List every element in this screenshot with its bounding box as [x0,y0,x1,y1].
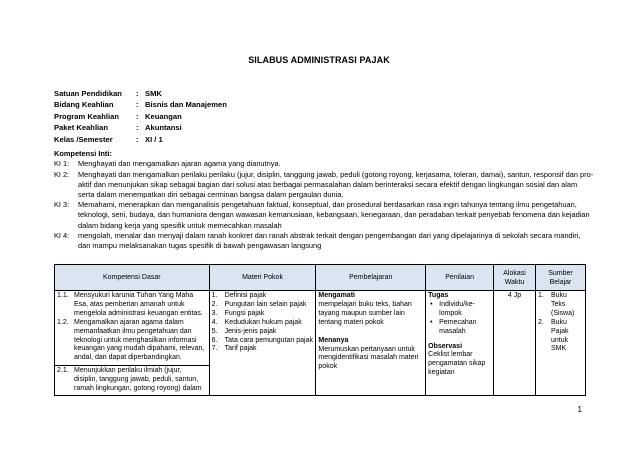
materi-pokok-cell [209,291,316,396]
materi-item [212,310,314,319]
header-pembelajaran: Pembelajaran [316,265,426,291]
materi-text: Pungutan lain selain pajak [224,300,307,308]
materi-text: Kedudukan hukum pajak [224,318,302,326]
mengamati-title: Mengamati [318,292,355,299]
kd-text: Mengamalkan ajaran agama dalam memanfaatkan ilmu pengetahuan dan teknologi untuk menghasilkan informasi keuangan yang mudah dipahami, relevan, andal, dan dapat diperbandingkan. [74,318,205,362]
info-label: Satuan Pendidikan [54,89,122,98]
kompetensi-dasar-cell [55,291,210,396]
info-separator: : [136,100,139,110]
info-label: Paket Keahlian [54,123,109,133]
materi-number: 1. [211,292,218,299]
materi-number: 7. [211,345,218,353]
materi-number: 5. [211,327,218,335]
kd-item [57,292,207,319]
materi-text: Tarif pajak [224,345,257,353]
ki-item [54,159,594,169]
table-header-row [55,265,586,291]
document-title: SILABUS ADMINISTRASI PAJAK [248,55,390,65]
kd-text: Mensyukuri karunia Tuhan Yang Maha Esa, atas pemberian amanah untuk mengelola administrasi keuangan entitas. [74,292,203,317]
info-value: Bisnis dan Manajemen [145,100,227,110]
kd-list [57,292,207,363]
header-alokasi-waktu: Alokasi Waktu [494,265,536,291]
materi-item [212,319,314,328]
alokasi-waktu-cell: 4 Jp [494,291,536,396]
materi-number: 3. [211,309,218,317]
mengamati-text: mempelajari buku teks, bahan tayang maupun sumber lain tentang materi pokok [318,300,412,326]
materi-number: 6. [211,336,218,344]
ki-heading: Kompetensi Inti: [54,149,112,158]
sumber-number: 2. [538,318,544,326]
materi-text: Fungsi pajak [224,309,265,317]
kd-number: 1.2. [57,318,69,326]
header-penilaian: Penilaian [426,265,494,291]
sumber-belajar-cell [536,291,586,396]
ki-item [54,170,594,201]
menanya-text: Merumuskan pertanyaan untuk mengidentifikasi masalah materi pokok [318,345,419,371]
materi-number: 2. [211,300,218,308]
ki-code: KI 1: [54,159,70,169]
materi-text: Jenis-jenis pajak [224,327,277,335]
materi-item [212,345,314,354]
header-materi-pokok: Materi Pokok [209,265,316,291]
info-row [54,122,227,133]
observasi-text: Ceklist lembar pengamatan sikap kegiatan [428,351,486,377]
ki-item [54,200,594,231]
kd-divider [55,365,209,366]
info-separator: : [136,89,139,98]
kd-item [57,367,207,394]
info-row [54,88,227,99]
info-row [54,134,227,145]
materi-item [212,292,314,301]
info-separator: : [136,123,139,133]
ki-text: Memahami, menerapkan dan menganalisis pengetahuan faktual, konseptual, dan prosedural berdasarkan rasa ingin tahunya tentang ilmu pengetahuan, teknologi, seni, budaya, dan humaniora dengan wawasan kemanusiaan, kebangsaan, kenegaraan, dan peradaban terkait penyebab fenomena dan kejadian dalam bidang kerja yang spesifik untuk memecahkan masalah [78,200,590,230]
tugas-text: Individu/ke-lompok [439,300,475,317]
materi-number: 4. [211,318,218,326]
penilaian-cell [426,291,494,396]
identity-block [54,88,227,145]
ki-text: Menghayati dan mengamalkan ajaran agama yang dianutnya. [78,159,281,169]
info-row [54,111,227,122]
tugas-list [428,301,491,337]
ki-code: KI 4: [54,230,70,240]
sumber-text: Buku Teks (Siswa) [551,292,575,317]
ki-code: KI 2: [54,169,70,179]
info-label: Program Keahlian [54,111,119,121]
info-value: SMK [145,89,162,98]
sumber-list [538,292,583,354]
kd-number: 1.1. [57,292,69,299]
info-row [54,99,227,110]
kd-text: Menunjukkan perilaku ilmiah (jujur, disiplin, tanggung jawab, peduli, santun, ramah lingkungan, gotong royong) dalam [74,367,202,393]
bullet-icon: • [430,300,433,308]
tugas-item [428,301,491,319]
sumber-item [538,319,583,355]
info-value: Keuangan [145,111,182,121]
kompetensi-inti-block [54,149,594,251]
info-label: Kelas /Semester [54,134,113,144]
sumber-item [538,292,583,319]
ki-text: mengolah, menalar dan menyaji dalam ranah konkret dan ranah abstrak terkait dengan pengembangan dari yang dipelajarinya di sekolah secara mandiri, dan mampu melaksanakan tugas spesifik di bawah pengawasan langsung [78,230,581,251]
kd-item [57,319,207,364]
materi-list [212,292,314,354]
materi-text: Tata cara pemungutan pajak [224,336,313,344]
bullet-icon: • [430,318,433,326]
info-separator: : [136,134,139,144]
kd-number: 2.1. [57,367,69,375]
info-value: Akuntansi [145,123,182,133]
ki-item [54,231,594,251]
table-row [55,291,586,396]
ki-text: Menghayati dan mengamalkan perilaku perilaku (jujur, disiplin, tanggung jawab, peduli (gotong royong, kerjasama, toleran, damai), santun, responsif dan pro-aktif dan menunjukan sikap sebagai bagian dari solusi atas berbagai permasalahan dalam berinteraksi secara efektif dengan lingkungan sosial dan alam serta dalam menempatkan diri sebagai cerminan bangsa dalam pergaulan dunia. [78,169,594,199]
observasi-title: Observasi [428,342,463,350]
materi-item [212,328,314,337]
pembelajaran-cell [316,291,426,396]
sumber-text: Buku Pajak untuk SMK [551,318,569,353]
sumber-number: 1. [538,292,544,299]
tugas-title: Tugas [428,292,449,299]
materi-item [212,301,314,310]
kd-list [57,367,207,394]
materi-item [212,337,314,346]
silabus-table [54,264,586,396]
header-sumber-belajar: Sumber Belajar [536,265,586,291]
menanya-title: Menanya [318,336,349,344]
header-kompetensi-dasar: Kompetensi Dasar [55,265,210,291]
tugas-text: Pemecahan masalah [439,318,477,335]
ki-code: KI 3: [54,200,70,210]
materi-text: Definisi pajak [224,292,267,299]
tugas-item [428,319,491,337]
page-number: 1 [577,405,582,414]
info-label: Bidang Keahlian [54,100,114,110]
info-separator: : [136,111,139,121]
info-value: XI / 1 [145,134,163,144]
